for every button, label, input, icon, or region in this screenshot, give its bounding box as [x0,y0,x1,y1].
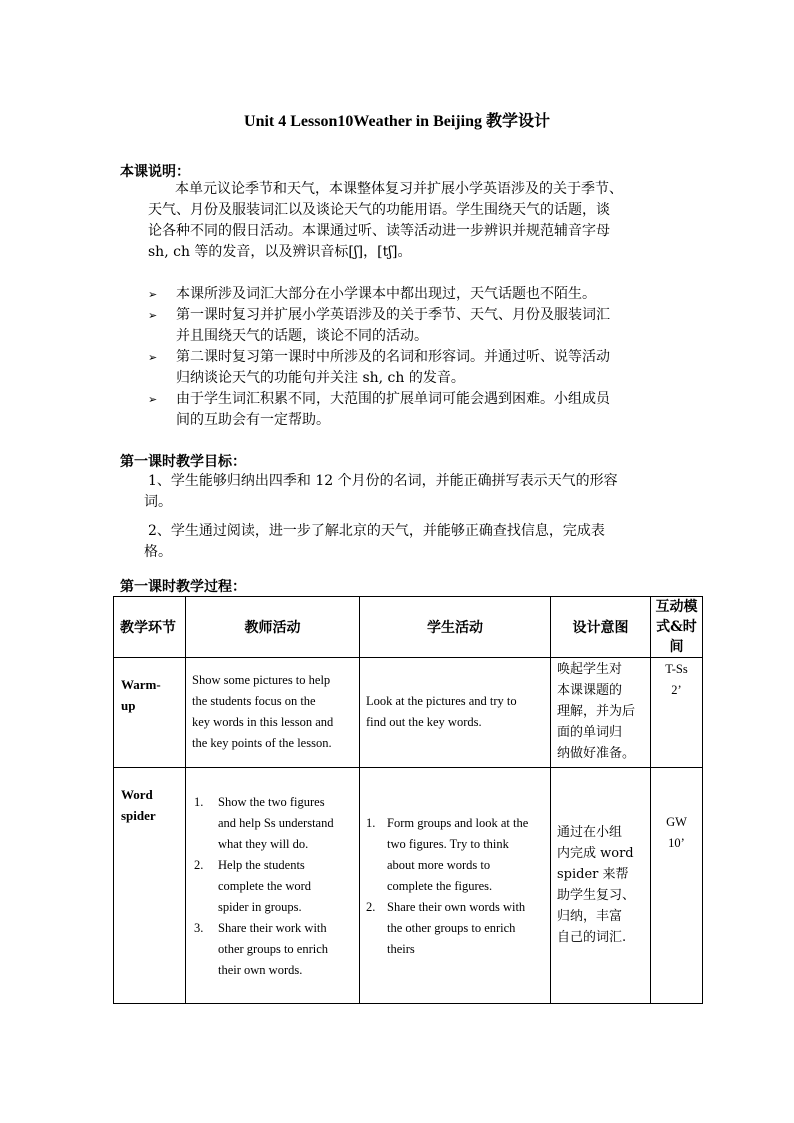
arrow-bullet-icon: ➢ [148,393,158,406]
intent-line: 理解，并为后 [557,704,636,719]
intro-line-4: sh, ch 等的发音，以及辨识音标[ʃ]，[tʃ]。 [148,244,412,260]
row-teacher [186,768,360,1004]
row-intent [551,658,651,768]
bullet-text: 本课所涉及词汇大部分在小学课本中都出现过，天气话题也不陌生。 [176,286,596,302]
list-item [366,813,546,897]
row-student [360,768,551,1004]
list-item [194,918,355,981]
mode-line: GW [666,815,687,829]
bullet-text: 第一课时复习并扩展小学英语涉及的关于季节、天气、月份及服装词汇 [176,307,610,323]
intent-line: 面的单词归 [557,725,623,740]
bullet-text: 间的互助会有一定帮助。 [176,412,330,428]
goal-item [144,521,684,563]
bullet-text: 第二课时复习第一课时中所涉及的名词和形容词。并通过听、说等活动 [176,349,610,365]
student-steps [366,813,546,960]
header-mode-line: 间 [669,639,684,655]
step-line: about more words to [387,858,491,872]
table-header-row [114,597,703,658]
document-title: Unit 4 Lesson10Weather in Beijing 教学设计 [244,113,550,130]
teacher-steps [194,792,355,981]
header-mode-line: 互动模 [655,599,698,615]
intent-line: 助学生复习、 [557,888,636,903]
step-number: 2. [366,900,376,914]
header-teacher: 教师活动 [186,597,360,658]
row-mode [651,658,703,768]
intro-bullet [148,389,688,431]
mode-line: 2’ [671,683,682,697]
step-line: and help Ss understand [218,816,334,830]
header-mode-line: 式&时 [656,619,697,635]
goal-text: 词。 [144,494,172,510]
header-mode [651,597,703,658]
intro-heading: 本课说明： [120,164,190,180]
student-line: Look at the pictures and try to [366,694,517,708]
intent-line: 自己的词汇. [557,930,627,945]
step-line: Share their work with [218,921,327,935]
intent-line: 归纳，丰富 [557,909,623,924]
step-line: Show the two figures [218,795,325,809]
intro-line-3: 论各种不同的假日活动。本课通过听、读等活动进一步辨识并规范辅音字母 [148,223,610,239]
list-item [194,855,355,918]
intent-line: 内完成 word [557,846,634,861]
step-number: 2. [194,858,204,872]
arrow-bullet-icon: ➢ [148,309,158,322]
header-stage: 教学环节 [114,597,186,658]
goals-heading: 第一课时教学目标： [120,454,246,470]
student-line: find out the key words. [366,715,482,729]
intro-line-2: 天气、月份及服装词汇以及谈论天气的功能用语。学生围绕天气的话题，谈 [148,202,610,218]
goal-item [144,471,684,513]
row-stage [114,658,186,768]
step-number: 1. [366,816,376,830]
step-line: Share their own words with [387,900,526,914]
step-line: complete the figures. [387,879,493,893]
step-number: 3. [194,921,204,935]
intro-bullet [148,305,688,347]
intent-line: 纳做好准备。 [557,746,636,761]
header-student: 学生活动 [360,597,551,658]
list-item [194,792,355,855]
goal-text: 2、学生通过阅读，进一步了解北京的天气，并能够正确查找信息，完成表 [148,523,605,539]
teacher-line: the key points of the lesson. [192,736,332,750]
bullet-text: 并且围绕天气的话题，谈论不同的活动。 [176,328,428,344]
arrow-bullet-icon: ➢ [148,351,158,364]
goals-list [144,471,684,571]
bullet-text: 归纳谈论天气的功能句并关注 sh, ch 的发音。 [176,370,465,386]
intro-line-1: 本单元议论季节和天气，本课整体复习并扩展小学英语涉及的关于季节、 [175,181,623,197]
table-row [114,658,703,768]
goal-text: 1、学生能够归纳出四季和 12 个月份的名词，并能正确拼写表示天气的形容 [148,473,618,489]
intent-line: spider 来帮 [557,867,629,882]
process-heading: 第一课时教学过程： [120,579,246,595]
arrow-bullet-icon: ➢ [148,288,158,301]
list-item [366,897,546,960]
row-student [360,658,551,768]
teacher-line: key words in this lesson and [192,715,334,729]
stage-text: up [121,698,136,713]
step-line: spider in groups. [218,900,302,914]
goal-text: 格。 [144,544,172,560]
row-mode [651,768,703,1004]
bullet-text: 由于学生词汇积累不同，大范围的扩展单词可能会遇到困难。小组成员 [176,391,610,407]
table-row [114,768,703,1004]
step-line: two figures. Try to think [387,837,509,851]
stage-text: Warm- [121,677,161,692]
teaching-process-table [113,596,703,1004]
mode-line: 10’ [668,836,685,850]
step-line: other groups to enrich [218,942,329,956]
row-intent [551,768,651,1004]
step-line: what they will do. [218,837,309,851]
header-intent: 设计意图 [551,597,651,658]
step-line: complete the word [218,879,312,893]
step-line: Help the students [218,858,305,872]
step-line: theirs [387,942,415,956]
row-teacher [186,658,360,768]
intro-bullet [148,347,688,389]
intent-line: 唤起学生对 [557,662,623,677]
stage-text: Word [121,787,153,802]
row-stage [114,768,186,1004]
intent-line: 通过在小组 [557,825,623,840]
step-line: Form groups and look at the [387,816,529,830]
step-number: 1. [194,795,204,809]
step-line: their own words. [218,963,303,977]
intro-bullet-list [148,284,688,431]
intent-line: 本课课题的 [557,683,623,698]
step-line: the other groups to enrich [387,921,516,935]
stage-text: spider [121,808,156,823]
teacher-line: Show some pictures to help [192,673,331,687]
teacher-line: the students focus on the [192,694,316,708]
intro-bullet [148,284,688,305]
mode-line: T-Ss [665,662,688,676]
